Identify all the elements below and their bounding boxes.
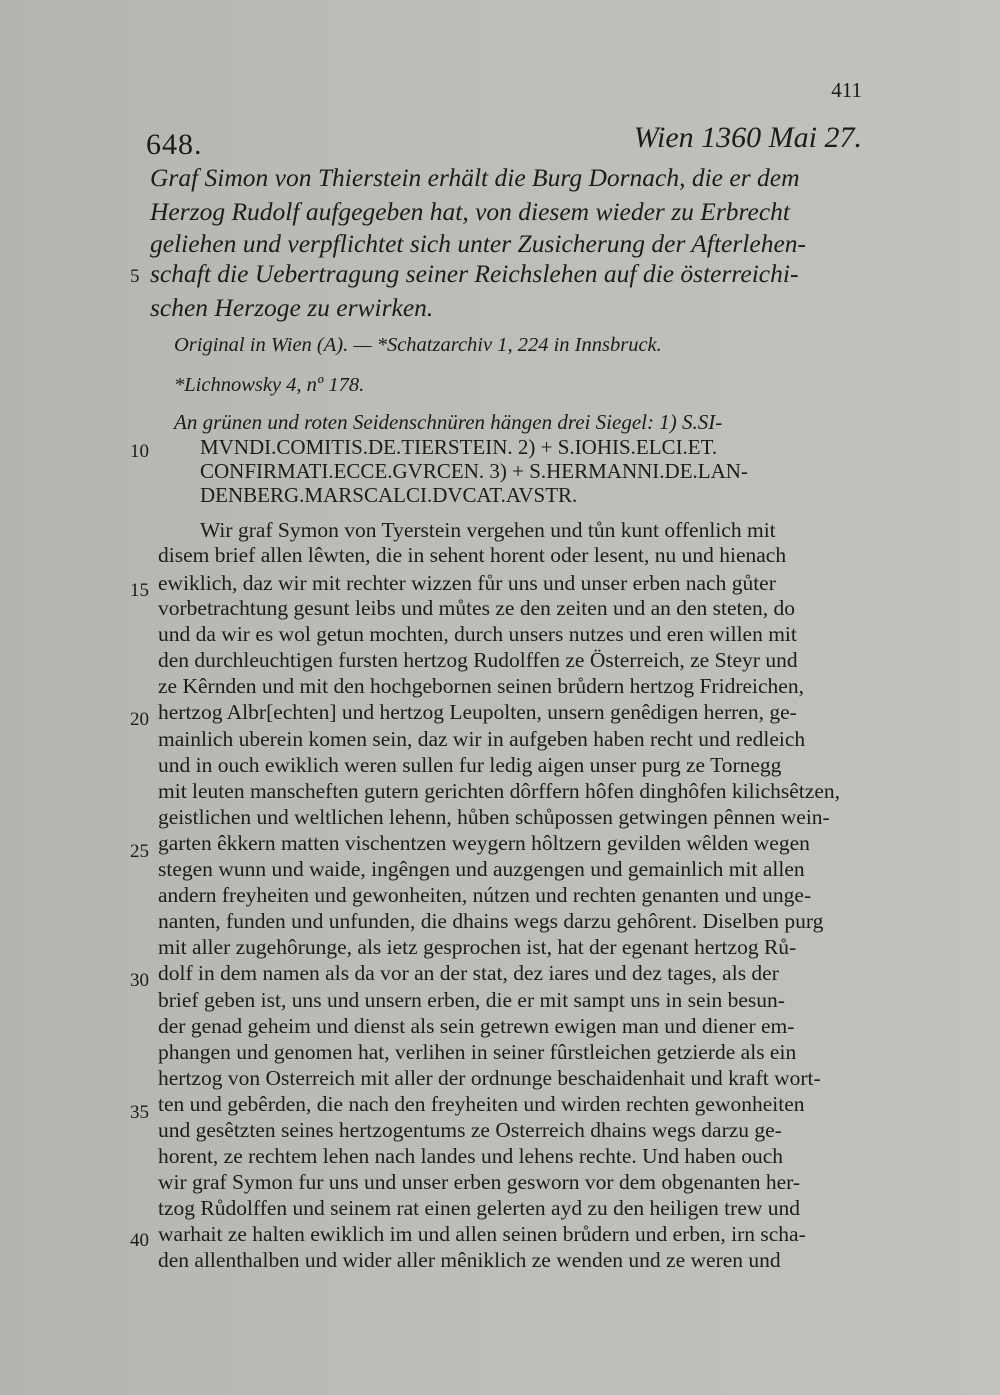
body-line: wir graf Symon fur uns und unser erben gesworn vor dem obgenanten her- [158, 1170, 801, 1194]
body-line: nanten, funden und unfunden, die dhains wegs darzu gehôrent. Diselben purg [158, 909, 824, 933]
body-line: der genad geheim und dienst als sein getrewn ewigen man und diener em- [158, 1014, 795, 1038]
body-line: mainlich uberein komen sein, daz wir in aufgeben haben recht und redleich [158, 727, 806, 751]
line-number: 35 [130, 1102, 149, 1123]
summary-line: Herzog Rudolf aufgegeben hat, von diesem wieder zu Erbrecht [150, 197, 790, 226]
body-line: garten êkkern matten vischentzen weygern hôltzern gevilden wêlden wegen [158, 831, 810, 855]
line-number: 30 [130, 970, 149, 991]
body-line: hertzog von Osterreich mit aller der ordnunge beschaidenhait und kraft wort- [158, 1066, 821, 1090]
body-line: hertzog Albr[echten] und hertzog Leupolten, unsern genêdigen herren, ge- [158, 700, 797, 724]
body-line: andern freyheiten und gewonheiten, nútzen und rechten genanten und unge- [158, 883, 812, 907]
seal-line: MVNDI.COMITIS.DE.TIERSTEIN. 2) + S.IOHIS.ELCI.ET. [200, 435, 718, 459]
body-line: horent, ze rechtem lehen nach landes und lehens rechte. Und haben ouch [158, 1144, 784, 1168]
line-number: 40 [130, 1230, 149, 1251]
line-number: 20 [130, 709, 149, 730]
body-line: und da wir es wol getun mochten, durch unsers nutzes und eren willen mit [158, 622, 797, 646]
body-line: warhait ze halten ewiklich im und allen seinen brůdern und erben, irn scha- [158, 1222, 806, 1246]
body-line: tzog Růdolffen und seinem rat einen gelerten ayd zu den heiligen trew und [158, 1196, 801, 1220]
summary-line: schaft die Uebertragung seiner Reichslehen auf die österreichi- [150, 259, 799, 288]
line-number: 5 [130, 266, 140, 287]
seal-line: An grünen und roten Seidenschnüren hängen drei Siegel: 1) S.SI- [174, 410, 723, 434]
body-line: den allenthalben und wider aller mêniklich ze wenden und ze weren und [158, 1248, 781, 1272]
body-line: und gesêtzten seines hertzogentums ze Osterreich dhains wegs darzu ge- [158, 1118, 782, 1142]
body-line: mit aller zugehôrunge, als ietz gesprochen ist, hat der egenant hertzog Rů- [158, 935, 797, 959]
line-number: 25 [130, 841, 149, 862]
body-line: vorbetrachtung gesunt leibs und můtes ze den zeiten und an den steten, do [158, 596, 796, 620]
body-line: und in ouch ewiklich weren sullen fur ledig aigen unser purg ze Tornegg [158, 753, 782, 777]
body-line: dolf in dem namen als da vor an der stat, dez iares und dez tages, als der [158, 961, 779, 985]
source-line: Original in Wien (A). — *Schatzarchiv 1, 224 in Innsbruck. [174, 334, 662, 356]
body-line: mit leuten manscheften gutern gerichten dôrffern hôfen dinghôfen kilichsêtzen, [158, 779, 840, 803]
summary-line: schen Herzoge zu erwirken. [150, 293, 434, 322]
body-line: phangen und genomen hat, verlihen in seiner fûrstleichen getzierde als ein [158, 1040, 797, 1064]
summary-line: Graf Simon von Thierstein erhält die Burg Dornach, die er dem [150, 163, 800, 192]
body-line: ewiklich, daz wir mit rechter wizzen fůr uns und unser erben nach gůter [158, 571, 776, 595]
body-line: ze Kêrnden und mit den hochgebornen seinen brůdern hertzog Fridreichen, [158, 674, 804, 698]
body-line: den durchleuchtigen fursten hertzog Rudolffen ze Österreich, ze Steyr und [158, 648, 798, 672]
source-line: *Lichnowsky 4, nº 178. [174, 374, 365, 396]
body-line: stegen wunn und waide, ingêngen und auzgengen und gemainlich mit allen [158, 857, 805, 881]
seal-line: CONFIRMATI.ECCE.GVRCEN. 3) + S.HERMANNI.DE.LAN- [200, 459, 748, 483]
body-line: geistlichen und weltlichen lehenn, hůben schůpossen getwingen pênnen wein- [158, 805, 830, 829]
summary-line: geliehen und verpflichtet sich unter Zusicherung der Afterlehen- [150, 229, 807, 258]
page-number: 411 [831, 78, 862, 102]
body-line: ten und gebêrden, die nach den freyheiten und wirden rechten gewonheiten [158, 1092, 805, 1116]
line-number: 10 [130, 441, 149, 462]
seal-line: DENBERG.MARSCALCI.DVCAT.AVSTR. [200, 483, 578, 507]
document-number: 648. [146, 128, 203, 161]
body-line: disem brief allen lêwten, die in sehent horent oder lesent, nu und hienach [158, 543, 787, 567]
line-number: 15 [130, 580, 149, 601]
document-place-date: Wien 1360 Mai 27. [633, 121, 862, 154]
body-line: Wir graf Symon von Tyerstein vergehen und tůn kunt offenlich mit [200, 518, 776, 542]
body-line: brief geben ist, uns und unsern erben, die er mit sampt uns in sein besun- [158, 988, 785, 1012]
